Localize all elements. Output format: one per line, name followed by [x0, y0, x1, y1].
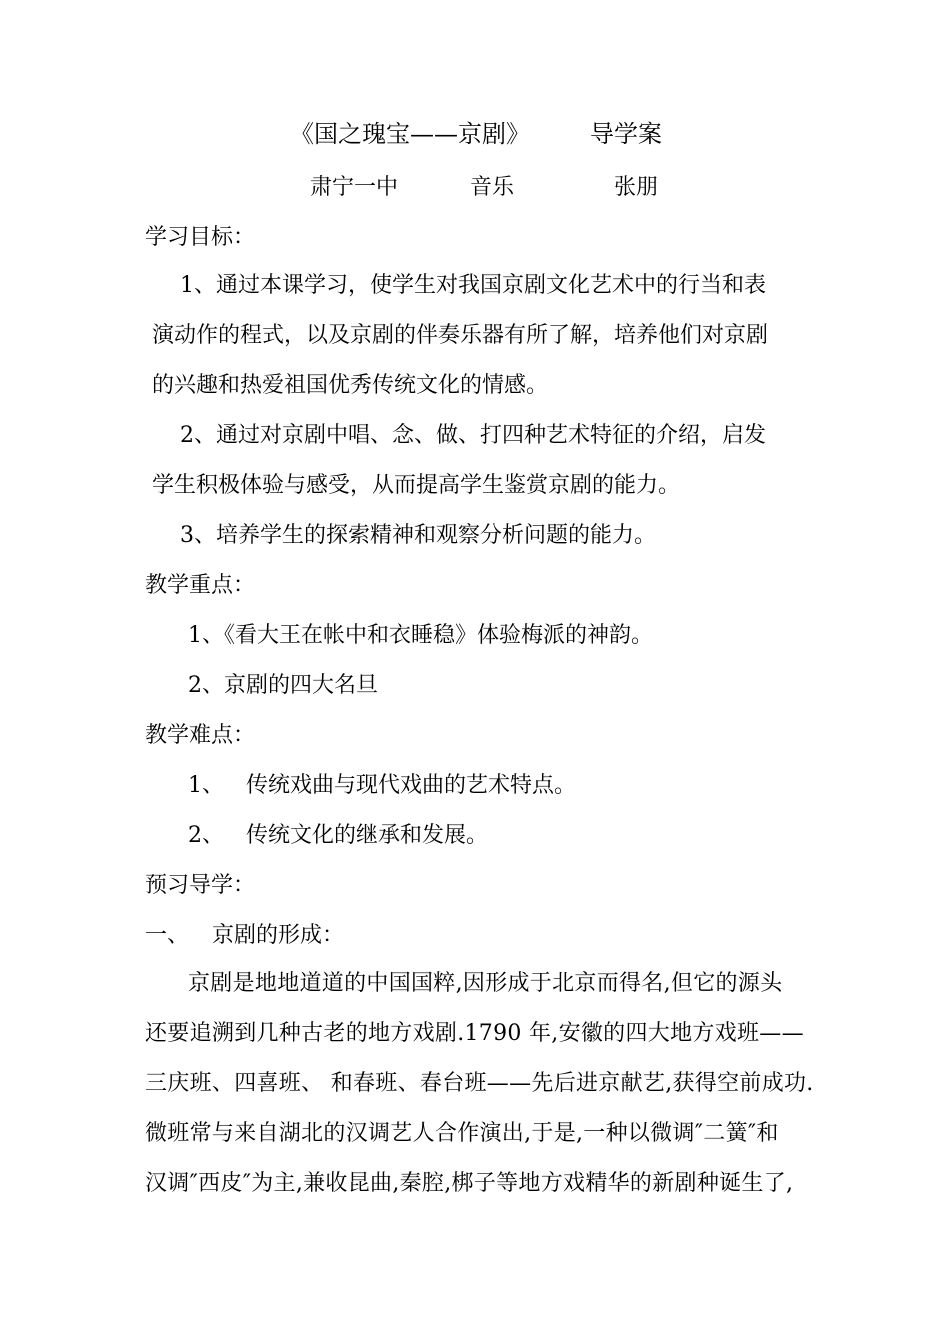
preview-paragraph-line-1: 京剧是地地道道的中国国粹,因形成于北京而得名,但它的源头: [188, 971, 783, 996]
preview-paragraph-line-3: 三庆班、四喜班、 和春班、春台班——先后进京献艺,获得空前成功.: [145, 1071, 814, 1096]
goal-2-line-1: 2、通过对京剧中唱、念、做、打四种艺术特征的介绍，启发: [180, 423, 766, 448]
document-title-suffix: 导学案: [590, 120, 662, 148]
document-title: 《国之瑰宝——京剧》: [290, 120, 530, 148]
goal-1-line-3: 的兴趣和热爱祖国优秀传统文化的情感。: [152, 373, 549, 398]
key-point-1: 1、《看大王在帐中和衣睡稳》体验梅派的神韵。: [188, 623, 653, 648]
preview-paragraph-line-4: 微班常与来自湖北的汉调艺人合作演出,于是,一种以微调″二簧″和: [145, 1121, 779, 1146]
key-point-2: 2、京剧的四大名旦: [188, 673, 378, 698]
goal-2-line-2: 学生积极体验与感受，从而提高学生鉴赏京剧的能力。: [152, 473, 681, 498]
preview-subsection-number: 一、: [145, 923, 190, 948]
difficulty-2-number: 2、: [188, 823, 224, 848]
difficulty-1-text: 传统戏曲与现代戏曲的艺术特点。: [246, 773, 577, 798]
difficulty-2-text: 传统文化的继承和发展。: [246, 823, 489, 848]
difficulties-heading: 教学难点：: [145, 723, 256, 748]
author-subject: 音乐: [470, 175, 515, 200]
goal-1-line-1: 1、通过本课学习，使学生对我国京剧文化艺术中的行当和表: [180, 273, 766, 298]
author-school: 肃宁一中: [310, 175, 399, 200]
preview-heading: 预习导学：: [145, 873, 256, 898]
goals-heading: 学习目标：: [145, 225, 256, 250]
difficulty-1-number: 1、: [188, 773, 224, 798]
preview-paragraph-line-5: 汉调″西皮″为主,兼收昆曲,秦腔,梆子等地方戏精华的新剧种诞生了,: [145, 1171, 794, 1196]
preview-paragraph-line-2: 还要追溯到几种古老的地方戏剧.1790 年,安徽的四大地方戏班——: [145, 1021, 804, 1046]
preview-subsection-title: 京剧的形成：: [212, 923, 345, 948]
key-points-heading: 教学重点：: [145, 573, 256, 598]
goal-1-line-2: 演动作的程式，以及京剧的伴奏乐器有所了解，培养他们对京剧: [152, 323, 769, 348]
author-name: 张朋: [614, 175, 659, 200]
goal-3: 3、培养学生的探索精神和观察分析问题的能力。: [180, 523, 656, 548]
